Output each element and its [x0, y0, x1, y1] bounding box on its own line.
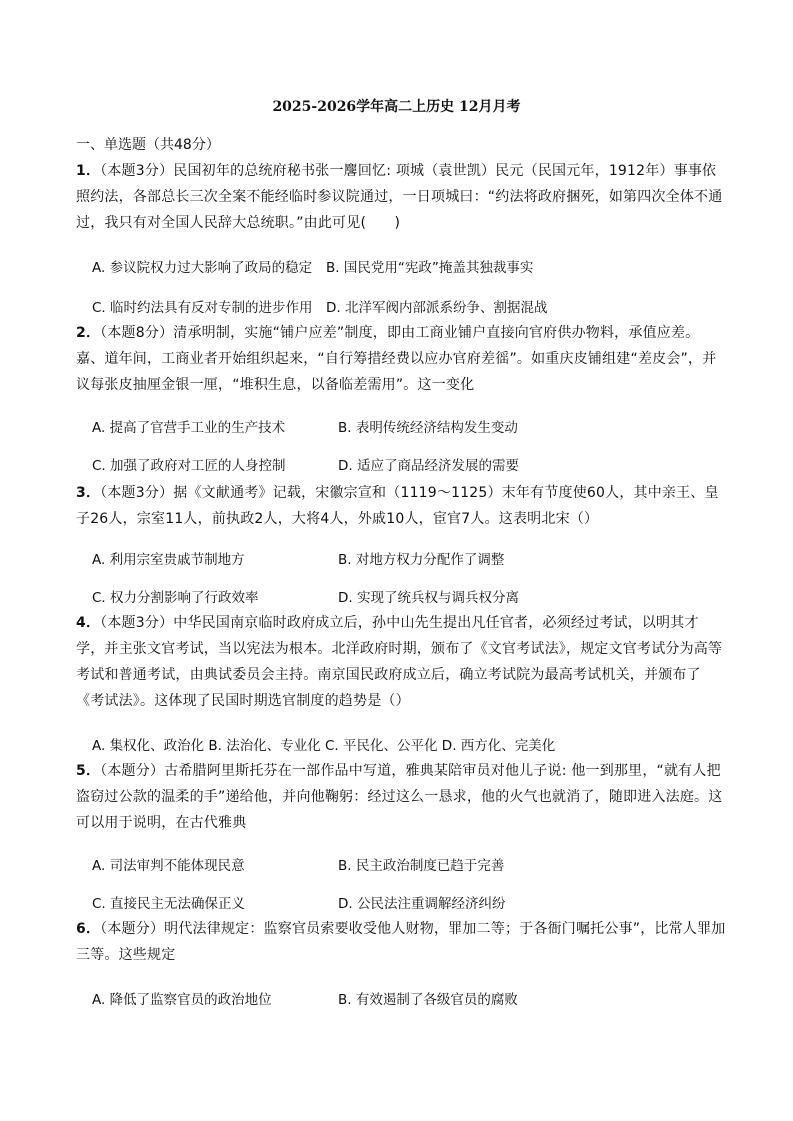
options-row [92, 586, 519, 606]
question-number: 6． [76, 921, 101, 937]
question-2 [76, 320, 726, 398]
question-stem: （本题分）古希腊阿里斯托芬在一部作品中写道，雅典某陪审员对他儿子说: 他一到那里，“就有人把盗窃过公款的温柔的手”递给他，并向他鞠躬：经过这么一恳求，他的火气也就消了，随即进入法庭。这可以用于说明，在古代雅典 [76, 763, 723, 831]
question-number: 1． [76, 163, 101, 179]
question-stem: （本题8分）清承明制，实施“铺户应差”制度，即由工商业铺户直接向官府供办物料，承值应差。嘉、道年间，工商业者开始组织起来，“自行筹措经费以应办官府差徭”。如重庆皮铺组建“差皮会”，并议每张皮抽厘金银一厘，“堆积生息，以备临差需用”。这一变化 [76, 325, 717, 393]
question-number: 5． [76, 763, 101, 779]
option-c[interactable]: C. 直接民主无法确保正义 [92, 896, 246, 912]
option-a[interactable]: A. 参议院权力过大影响了政局的稳定 [92, 260, 313, 276]
option-a[interactable]: A. 提高了官营手工业的生产技术 [92, 420, 286, 436]
option-c[interactable]: C. 加强了政府对工匠的人身控制 [92, 458, 286, 474]
options-row [92, 988, 518, 1008]
options-row [92, 296, 548, 316]
question-3 [76, 480, 726, 532]
options-row [92, 548, 505, 568]
option-b[interactable]: B. 对地方权力分配作了调整 [338, 552, 505, 568]
options-inline[interactable]: A. 集权化、政治化 B. 法治化、专业化 C. 平民化、公平化 D. 西方化、完美化 [92, 738, 556, 754]
option-d[interactable]: D. 实现了统兵权与调兵权分离 [338, 590, 519, 606]
options-row [92, 416, 518, 436]
question-number: 3． [76, 485, 101, 501]
options-row [92, 454, 519, 474]
option-b[interactable]: B. 民主政治制度已趋于完善 [338, 858, 505, 874]
question-number: 4． [76, 615, 101, 631]
section-heading: 一、单选题（共48分） [76, 137, 220, 153]
question-4 [76, 610, 726, 714]
option-a[interactable]: A. 司法审判不能体现民意 [92, 858, 245, 874]
option-d[interactable]: D. 公民法注重调解经济纠纷 [338, 896, 506, 912]
option-b[interactable]: B. 有效遏制了各级官员的腐败 [338, 992, 518, 1008]
option-a[interactable]: A. 利用宗室贵戚节制地方 [92, 552, 245, 568]
options-row [92, 256, 534, 276]
option-c[interactable]: C. 临时约法具有反对专制的进步作用 [92, 300, 313, 316]
options-row [92, 892, 506, 912]
option-a[interactable]: A. 降低了监察官员的政治地位 [92, 992, 272, 1008]
option-b[interactable]: B. 表明传统经济结构发生变动 [338, 420, 518, 436]
option-c[interactable]: C. 权力分割影响了行政效率 [92, 590, 259, 606]
page-title: 2025-2026学年高二上历史 12月月考 [272, 99, 521, 115]
option-b[interactable]: B. 国民党用“宪政”掩盖其独裁事实 [326, 260, 534, 276]
question-stem: （本题分）明代法律规定：监察官员索要收受他人财物，罪加二等；于各衙门嘱托公事”，比常人罪加三等。这些规定 [76, 921, 726, 963]
question-6 [76, 916, 726, 968]
option-d[interactable]: D. 适应了商品经济发展的需要 [338, 458, 519, 474]
question-stem: （本题3分）据《文献通考》记载，宋徽宗宣和（1119～1125）末年有节度使60人，其中亲王、皇子26人，宗室11人，前执政2人，大将4人，外戚10人，宦官7人。这表明北宋（） [76, 485, 719, 527]
question-stem: （本题3分）中华民国南京临时政府成立后，孙中山先生提出凡任官者，必须经过考试，以明其才学，并主张文官考试，当以宪法为根本。北洋政府时期，颁布了《文官考试法》，规定文官考试分为高等考试和普通考试，由典试委员会主持。南京国民政府成立后，确立考试院为最高考试机关，并颁布了《考试法》。这体现了民国时期选官制度的趋势是（） [76, 615, 723, 709]
options-row [92, 854, 505, 874]
question-number: 2． [76, 325, 101, 341]
question-stem: （本题3分）民国初年的总统府秘书张一麐回忆: 项城（袁世凯）民元（民国元年，1912年）事事依照约法，各部总长三次全案不能经临时参议院通过，一日项城曰：“约法将政府捆死，如第四次全体不通过，我只有对全国人民辞大总统职。”由此可见( ) [76, 163, 723, 231]
question-5 [76, 758, 726, 836]
option-d[interactable]: D. 北洋军阀内部派系纷争、割据混战 [326, 300, 548, 316]
question-1 [76, 158, 726, 236]
options-row [92, 734, 555, 754]
